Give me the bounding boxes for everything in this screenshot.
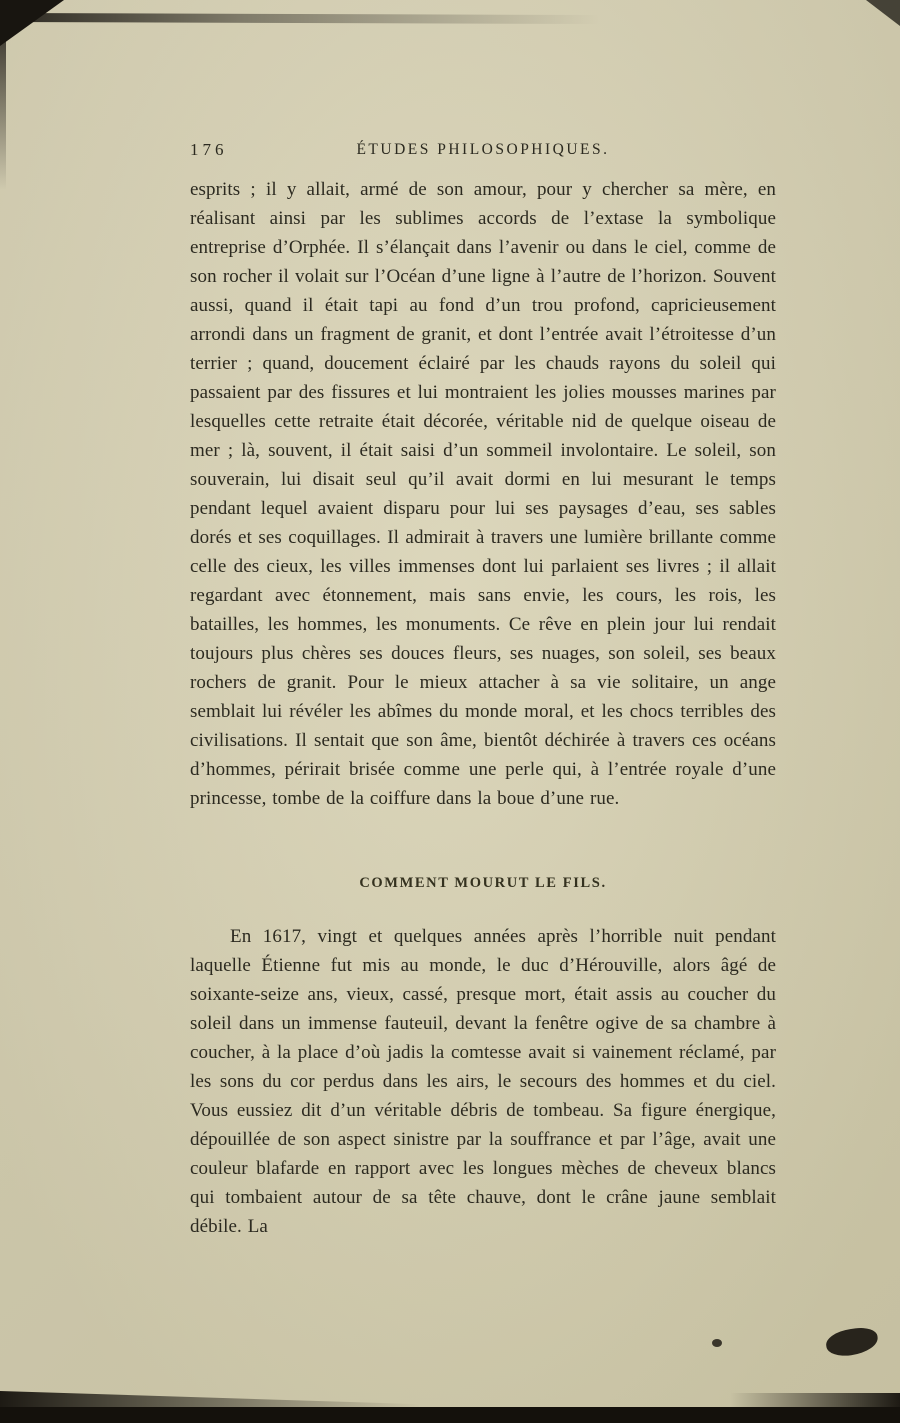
scan-artifact-bottom-right-corner [730, 1393, 900, 1423]
page-header [190, 138, 776, 168]
page-number: 176 [190, 140, 228, 159]
scan-artifact-top-right-corner [866, 0, 900, 26]
scan-artifact-bottom-left-wedge [0, 1391, 420, 1413]
running-title: ÉTUDES PHILOSOPHIQUES. [356, 141, 610, 158]
section-heading: COMMENT MOURUT LE FILS. [359, 875, 607, 891]
scan-artifact-bottom-right-dot [712, 1339, 722, 1347]
scan-artifact-top-left-corner [0, 0, 64, 46]
page-content [190, 138, 776, 1241]
scan-artifact-bottom-band [0, 1407, 900, 1423]
paragraph-continuation: esprits ; il y allait, armé de son amour, pour y chercher sa mère, en réalisant ainsi par les sublimes accords de l’extase la symbolique entreprise d’Orphée. Il s’élançait dans l’avenir ou dans le ciel, comme de son rocher il volait sur l’Océan d’une ligne à l’autre de l’horizon. Souvent aussi, quand il était tapi au fond d’un trou profond, capricieusement arrondi dans un fragment de granit, et dont l’entrée avait l’étroitesse d’un terrier ; quand, doucement éclairé par les chauds rayons du soleil qui passaient par des fissures et lui montraient les jolies mousses marines par lesquelles cette retraite était décorée, véritable nid de quelque oiseau de mer ; là, souvent, il était saisi d’un sommeil involontaire. Le soleil, son souverain, lui disait seul qu’il avait dormi en lui mesurant le temps pendant lequel avaient disparu pour lui ses paysages d’eau, ses sables dorés et ses coquillages. Il admirait à travers une lumière brillante comme celle des cieux, les villes immenses dont lui parlaient ses livres ; il allait regardant avec étonnement, mais sans envie, les cours, les rois, les batailles, les hommes, les monuments. Ce rêve en plein jour lui rendait toujours plus chères ses douces fleurs, ses nuages, son soleil, ses beaux rochers de granit. Pour le mieux attacher à sa vie solitaire, un ange semblait lui révéler les abîmes du monde moral, et les chocs terribles des civilisations. Il sentait que son âme, bientôt déchirée à travers ces océans d’hommes, périrait brisée comme une perle qui, à l’entrée royale d’une princesse, tombe de la coiffure dans la boue d’une rue. [190, 179, 776, 809]
paragraph-new-section: En 1617, vingt et quelques années après l’horrible nuit pendant laquelle Étienne fut mis au monde, le duc d’Hérouville, alors âgé de soixante-seize ans, vieux, cassé, presque mort, était assis au coucher du soleil dans un immense fauteuil, devant la fenêtre ogive de sa chambre à coucher, à la place d’où jadis la comtesse avait si vainement réclamé, par les sons du cor perdus dans les airs, le secours des hommes et du ciel. Vous eussiez dit d’un véritable débris de tombeau. Sa figure énergique, dépouillée de son aspect sinistre par la souffrance et par l’âge, avait une couleur blafarde en rapport avec les longues mèches de cheveux blancs qui tombaient autour de sa tête chauve, dont le crâne jaune semblait débile. La [190, 926, 776, 1237]
scan-artifact-bottom-right-blob [824, 1326, 879, 1359]
scan-artifact-left-edge [0, 30, 6, 190]
scan-artifact-top-edge-streak [0, 13, 600, 24]
